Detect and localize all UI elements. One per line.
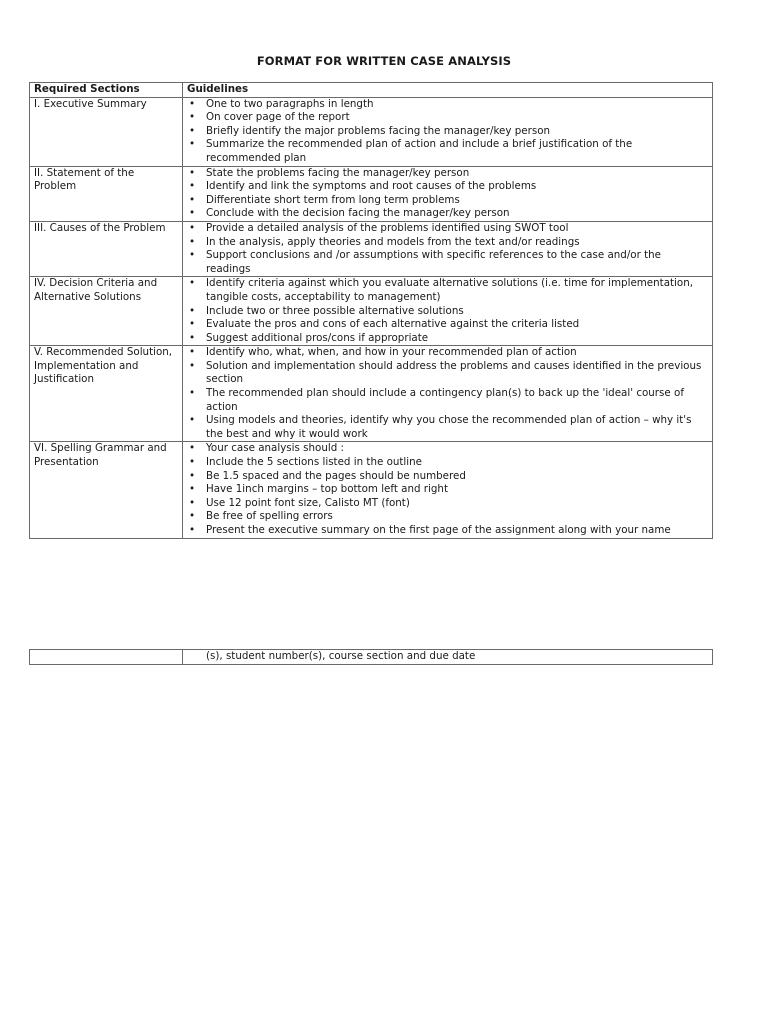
- guideline-item: • Differentiate short term from long term problems: [187, 194, 708, 208]
- guideline-item: • Summarize the recommended plan of action and include a brief justification of the recommended plan: [187, 138, 708, 165]
- guidelines-cell: [183, 221, 713, 276]
- guidelines-cell: [183, 346, 713, 442]
- guideline-item: • Using models and theories, identify why you chose the recommended plan of action – why it's the best and why it would work: [187, 414, 708, 441]
- table-header-row: [30, 83, 713, 98]
- guideline-item: • Have 1inch margins – top bottom left and right: [187, 483, 708, 497]
- guideline-list: [187, 442, 708, 537]
- guideline-item: • Solution and implementation should address the problems and causes identified in the previous section: [187, 360, 708, 387]
- table-row: [30, 650, 713, 665]
- guideline-item: • Support conclusions and /or assumptions with specific references to the case and/or the readings: [187, 249, 708, 276]
- guideline-item: • On cover page of the report: [187, 111, 708, 125]
- table-row: [30, 277, 713, 346]
- table-row: [30, 221, 713, 276]
- guideline-item: • Use 12 point font size, Calisto MT (font): [187, 497, 708, 511]
- guideline-item: • Briefly identify the major problems facing the manager/key person: [187, 125, 708, 139]
- guideline-item: • Suggest additional pros/cons if appropriate: [187, 332, 708, 346]
- case-analysis-table: [29, 82, 713, 539]
- guideline-item: • State the problems facing the manager/key person: [187, 167, 708, 181]
- guideline-item: • Include the 5 sections listed in the outline: [187, 456, 708, 470]
- guideline-item: • Conclude with the decision facing the manager/key person: [187, 207, 708, 221]
- guideline-item: • Present the executive summary on the first page of the assignment along with your name: [187, 524, 708, 538]
- guideline-item: • Your case analysis should :: [187, 442, 708, 456]
- guidelines-cell: [183, 166, 713, 221]
- guideline-item: • Identify criteria against which you evaluate alternative solutions (i.e. time for implementation, tangible costs, acceptability to management): [187, 277, 708, 304]
- section-cell: V. Recommended Solution, Implementation and Justification: [30, 346, 183, 442]
- guideline-item: • Identify who, what, when, and how in your recommended plan of action: [187, 346, 708, 360]
- header-guidelines: Guidelines: [183, 83, 713, 98]
- guideline-item: • The recommended plan should include a contingency plan(s) to back up the 'ideal' course of action: [187, 387, 708, 414]
- guideline-list: [187, 222, 708, 276]
- guidelines-cell: [183, 650, 713, 665]
- table-row: [30, 97, 713, 166]
- table-row: [30, 442, 713, 538]
- guideline-item: • Identify and link the symptoms and root causes of the problems: [187, 180, 708, 194]
- section-cell: VI. Spelling Grammar and Presentation: [30, 442, 183, 538]
- table-row: [30, 346, 713, 442]
- guidelines-cell: [183, 442, 713, 538]
- guideline-item: • Provide a detailed analysis of the problems identified using SWOT tool: [187, 222, 708, 236]
- section-cell: III. Causes of the Problem: [30, 221, 183, 276]
- header-required-sections: Required Sections: [30, 83, 183, 98]
- guideline-list: [187, 167, 708, 221]
- guidelines-cell: [183, 277, 713, 346]
- guideline-item: • In the analysis, apply theories and models from the text and/or readings: [187, 236, 708, 250]
- section-cell: IV. Decision Criteria and Alternative Solutions: [30, 277, 183, 346]
- guideline-item: • One to two paragraphs in length: [187, 98, 708, 112]
- guidelines-cell: [183, 97, 713, 166]
- guideline-item: • Be 1.5 spaced and the pages should be numbered: [187, 470, 708, 484]
- empty-section-cell: [30, 650, 183, 665]
- guideline-item: • Be free of spelling errors: [187, 510, 708, 524]
- guideline-item: • Evaluate the pros and cons of each alternative against the criteria listed: [187, 318, 708, 332]
- table-row: [30, 166, 713, 221]
- guideline-list: [187, 346, 708, 441]
- continuation-table: [29, 649, 713, 665]
- guideline-list: [187, 98, 708, 166]
- guideline-list: [187, 277, 708, 345]
- section-cell: I. Executive Summary: [30, 97, 183, 166]
- document-title: FORMAT FOR WRITTEN CASE ANALYSIS: [256, 54, 512, 68]
- section-cell: II. Statement of the Problem: [30, 166, 183, 221]
- guideline-item: • Include two or three possible alternative solutions: [187, 305, 708, 319]
- continuation-text: (s), student number(s), course section and due date: [206, 650, 476, 662]
